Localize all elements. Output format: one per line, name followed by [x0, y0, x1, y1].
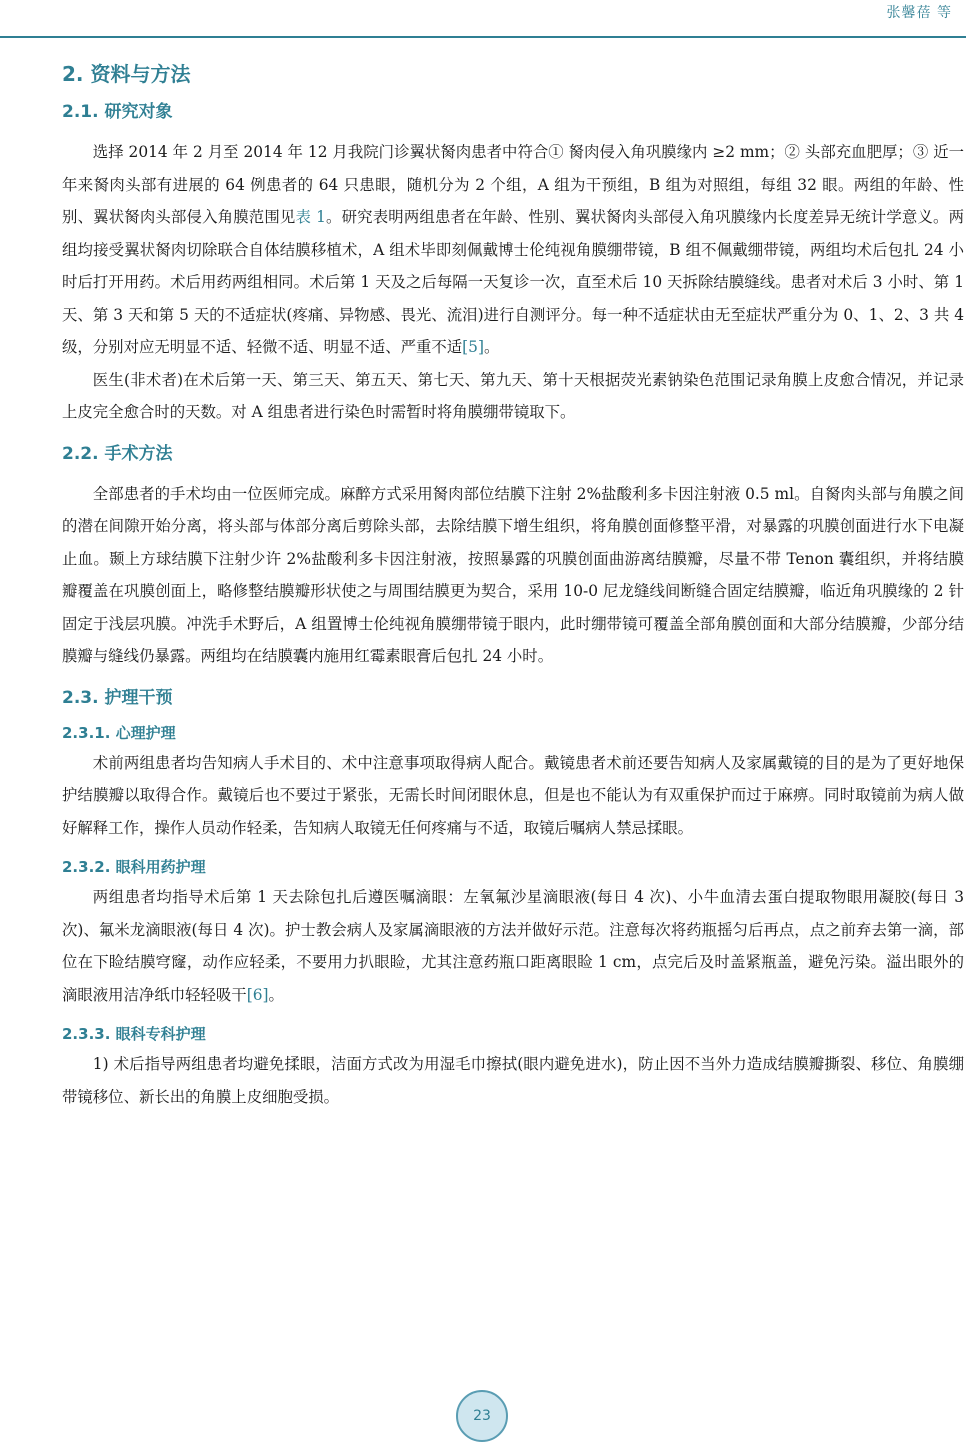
paragraph-medication-care — [62, 881, 964, 1011]
section-2-3-1-heading: 2.3.1. 心理护理 — [62, 723, 176, 742]
section-2-3-2-heading: 2.3.2. 眼科用药护理 — [62, 858, 206, 876]
section-2-3-heading: 2.3. 护理干预 — [62, 687, 173, 708]
page-number-badge — [456, 1390, 508, 1442]
paragraph-healing-record: 医生(非术者)在术后第一天、第三天、第五天、第七天、第九天、第十天根据荧光素钠染色范围记录角膜上皮愈合情况，并记录上皮完全愈合时的天数。对 A 组患者进行染色时需暂时将角膜绷带镜取下。 — [62, 370, 964, 421]
reference-6-link[interactable]: [6] — [246, 985, 269, 1004]
section-2-3-3-heading: 2.3.3. 眼科专科护理 — [62, 1025, 206, 1043]
reference-5-link[interactable]: [5] — [462, 338, 484, 356]
text-segment: 。 — [268, 985, 284, 1004]
text-segment: 。研究表明两组患者在年龄、性别、翼状胬肉头部侵入角巩膜缘内长度差异无统计学意义。两组均接受翼状胬肉切除联合自体结膜移植术，A 组术毕即刻佩戴博士伦纯视角膜绷带镜，B 组不佩戴绷带镜，两组均术后包扎 24 小时后打开用药。术后用药两组相同。术后第 1 天及之后每隔一天复诊一次，直至术后 10 天拆除结膜缝线。患者对术后 3 小时、第 1 天、第 3 天和第 5 天的不适症状(疼痛、异物感、畏光、流泪)进行自测评分。每一种不适症状由无至症状严重分为 0、1、2、3 共 4 级，分别对应无明显不适、轻微不适、明显不适、严重不适 — [62, 208, 964, 356]
section-2-heading: 2. 资料与方法 — [62, 62, 191, 86]
text-segment: 两组患者均指导术后第 1 天去除包扎后遵医嘱滴眼：左氧氟沙星滴眼液(每日 4 次)、小牛血清去蛋白提取物眼用凝胶(每日 3 次)、氟米龙滴眼液(每日 4 次)。护士教会病人及家属滴眼液的方法并做好示范。注意每次将药瓶摇匀后再点，点之前弃去第一滴，部位在下睑结膜穹窿，动作应轻柔，不要用力扒眼睑，尤其注意药瓶口距离眼睑 1 cm，点完后及时盖紧瓶盖，避免污染。溢出眼外的滴眼液用洁净纸巾轻轻吸干 — [62, 888, 964, 1004]
text-segment: 。 — [483, 338, 500, 356]
paragraph-research-subjects — [62, 136, 964, 364]
table-1-link[interactable]: 表 1 — [295, 208, 326, 226]
running-header-authors: 张馨蓓 等 — [886, 5, 952, 21]
text-segment: 选择 2014 年 2 月至 2014 年 12 月我院门诊翼状胬肉患者中符合① 胬肉侵入角巩膜缘内 ≥2 mm；② 头部充血肥厚；③ 近一年来胬肉头部有进展的 64 例患者的 64 只患眼，随机分为 2 个组，A 组为干预组，B 组为对照组，每组 32 眼。两组的年龄、性别、翼状胬肉头部侵入角膜范围见 — [62, 143, 964, 226]
page-number: 23 — [473, 1408, 491, 1424]
paragraph-surgical-method: 全部患者的手术均由一位医师完成。麻醉方式采用胬肉部位结膜下注射 2%盐酸利多卡因注射液 0.5 ml。自胬肉头部与角膜之间的潜在间隙开始分离，将头部与体部分离后剪除头部，去除结膜下增生组织，将角膜创面修整平滑，对暴露的巩膜创面进行水下电凝止血。颞上方球结膜下注射少许 2%盐酸利多卡因注射液，按照暴露的巩膜创面曲游离结膜瓣，尽量不带 Tenon 囊组织，并将结膜瓣覆盖在巩膜创面上，略修整结膜瓣形状使之与周围结膜更为契合，采用 10-0 尼龙缝线间断缝合固定结膜瓣，临近角巩膜缘的 2 针固定于浅层巩膜。冲洗手术野后，A 组置博士伦纯视角膜绷带镜于眼内，此时绷带镜可覆盖全部角膜创面和大部分结膜瓣，少部分结膜瓣与缝线仍暴露。两组均在结膜囊内施用红霉素眼膏后包扎 24 小时。 — [62, 484, 964, 665]
article-body — [62, 52, 964, 1113]
paragraph-specialist-care: 1) 术后指导两组患者均避免揉眼，洁面方式改为用湿毛巾擦拭(眼内避免进水)，防止因不当外力造成结膜瓣撕裂、移位、角膜绷带镜移位、新长出的角膜上皮细胞受损。 — [62, 1055, 964, 1106]
section-2-2-heading: 2.2. 手术方法 — [62, 443, 173, 464]
section-2-1-heading: 2.1. 研究对象 — [62, 102, 173, 122]
header-rule — [0, 36, 966, 38]
paragraph-psychological-care: 术前两组患者均告知病人手术目的、术中注意事项取得病人配合。戴镜患者术前还要告知病人及家属戴镜的目的是为了更好地保护结膜瓣以取得合作。戴镜后也不要过于紧张，无需长时间闭眼休息，但是也不能认为有双重保护而过于麻痹。同时取镜前为病人做好解释工作，操作人员动作轻柔，告知病人取镜无任何疼痛与不适，取镜后嘱病人禁忌揉眼。 — [62, 753, 964, 837]
